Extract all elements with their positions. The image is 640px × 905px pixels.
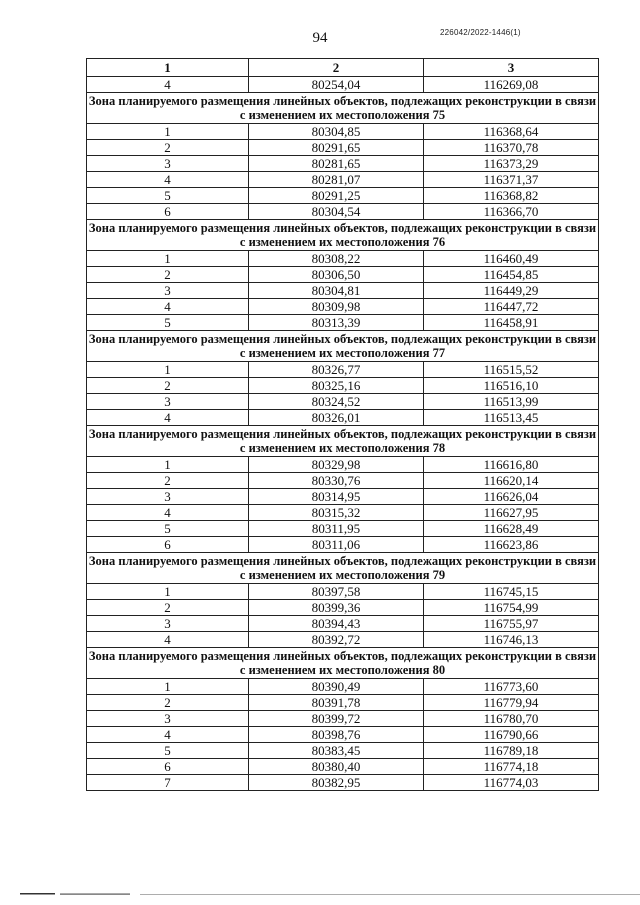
column-header-1: 1	[87, 59, 249, 77]
y-coordinate-cell: 116454,85	[424, 267, 599, 283]
x-coordinate-cell: 80390,49	[249, 679, 424, 695]
point-number-cell: 3	[87, 283, 249, 299]
x-coordinate-cell: 80326,01	[249, 410, 424, 426]
table-row	[87, 299, 599, 315]
y-coordinate-cell: 116449,29	[424, 283, 599, 299]
y-coordinate-cell: 116269,08	[424, 77, 599, 93]
table-row	[87, 727, 599, 743]
y-coordinate-cell: 116623,86	[424, 537, 599, 553]
zone-header-row	[87, 426, 599, 457]
table-row	[87, 394, 599, 410]
point-number-cell: 4	[87, 505, 249, 521]
zone-title: Зона планируемого размещения линейных объектов, подлежащих реконструкции в связи с изменением их местоположения 78	[87, 426, 599, 457]
y-coordinate-cell: 116628,49	[424, 521, 599, 537]
point-number-cell: 5	[87, 521, 249, 537]
x-coordinate-cell: 80326,77	[249, 362, 424, 378]
x-coordinate-cell: 80380,40	[249, 759, 424, 775]
table-row	[87, 711, 599, 727]
y-coordinate-cell: 116460,49	[424, 251, 599, 267]
table-row	[87, 473, 599, 489]
point-number-cell: 4	[87, 632, 249, 648]
y-coordinate-cell: 116774,03	[424, 775, 599, 791]
y-coordinate-cell: 116366,70	[424, 204, 599, 220]
point-number-cell: 1	[87, 124, 249, 140]
zone-header-row	[87, 553, 599, 584]
y-coordinate-cell: 116368,82	[424, 188, 599, 204]
point-number-cell: 3	[87, 711, 249, 727]
zone-title: Зона планируемого размещения линейных объектов, подлежащих реконструкции в связи с изменением их местоположения 76	[87, 220, 599, 251]
y-coordinate-cell: 116513,99	[424, 394, 599, 410]
x-coordinate-cell: 80281,07	[249, 172, 424, 188]
y-coordinate-cell: 116773,60	[424, 679, 599, 695]
zone-header-row	[87, 220, 599, 251]
point-number-cell: 3	[87, 394, 249, 410]
y-coordinate-cell: 116458,91	[424, 315, 599, 331]
table-row	[87, 489, 599, 505]
x-coordinate-cell: 80304,81	[249, 283, 424, 299]
column-header-3: 3	[424, 59, 599, 77]
point-number-cell: 2	[87, 600, 249, 616]
point-number-cell: 2	[87, 695, 249, 711]
y-coordinate-cell: 116779,94	[424, 695, 599, 711]
point-number-cell: 4	[87, 172, 249, 188]
x-coordinate-cell: 80254,04	[249, 77, 424, 93]
table-row	[87, 77, 599, 93]
table-row	[87, 584, 599, 600]
x-coordinate-cell: 80330,76	[249, 473, 424, 489]
table-row	[87, 743, 599, 759]
y-coordinate-cell: 116745,15	[424, 584, 599, 600]
page-number: 94	[312, 30, 328, 46]
point-number-cell: 2	[87, 267, 249, 283]
x-coordinate-cell: 80313,39	[249, 315, 424, 331]
y-coordinate-cell: 116371,37	[424, 172, 599, 188]
table-row	[87, 172, 599, 188]
point-number-cell: 7	[87, 775, 249, 791]
coordinates-table	[86, 58, 599, 791]
y-coordinate-cell: 116755,97	[424, 616, 599, 632]
table-row	[87, 267, 599, 283]
point-number-cell: 2	[87, 378, 249, 394]
x-coordinate-cell: 80291,25	[249, 188, 424, 204]
x-coordinate-cell: 80398,76	[249, 727, 424, 743]
table-row	[87, 775, 599, 791]
zone-header-row	[87, 93, 599, 124]
y-coordinate-cell: 116447,72	[424, 299, 599, 315]
table-row	[87, 537, 599, 553]
point-number-cell: 1	[87, 457, 249, 473]
x-coordinate-cell: 80304,54	[249, 204, 424, 220]
table-row	[87, 362, 599, 378]
x-coordinate-cell: 80329,98	[249, 457, 424, 473]
footer-scan-line	[0, 885, 640, 905]
y-coordinate-cell: 116789,18	[424, 743, 599, 759]
point-number-cell: 5	[87, 315, 249, 331]
point-number-cell: 1	[87, 251, 249, 267]
point-number-cell: 1	[87, 362, 249, 378]
y-coordinate-cell: 116627,95	[424, 505, 599, 521]
x-coordinate-cell: 80399,72	[249, 711, 424, 727]
y-coordinate-cell: 116373,29	[424, 156, 599, 172]
x-coordinate-cell: 80291,65	[249, 140, 424, 156]
table-body	[87, 77, 599, 791]
x-coordinate-cell: 80306,50	[249, 267, 424, 283]
x-coordinate-cell: 80311,06	[249, 537, 424, 553]
point-number-cell: 2	[87, 140, 249, 156]
zone-title: Зона планируемого размещения линейных объектов, подлежащих реконструкции в связи с изменением их местоположения 79	[87, 553, 599, 584]
zone-header-row	[87, 331, 599, 362]
x-coordinate-cell: 80383,45	[249, 743, 424, 759]
x-coordinate-cell: 80392,72	[249, 632, 424, 648]
x-coordinate-cell: 80314,95	[249, 489, 424, 505]
y-coordinate-cell: 116774,18	[424, 759, 599, 775]
table-row	[87, 251, 599, 267]
table-row	[87, 156, 599, 172]
table-row	[87, 140, 599, 156]
point-number-cell: 6	[87, 537, 249, 553]
table-row	[87, 457, 599, 473]
y-coordinate-cell: 116790,66	[424, 727, 599, 743]
y-coordinate-cell: 116513,45	[424, 410, 599, 426]
point-number-cell: 5	[87, 188, 249, 204]
table-row	[87, 695, 599, 711]
point-number-cell: 4	[87, 299, 249, 315]
table-row	[87, 315, 599, 331]
y-coordinate-cell: 116780,70	[424, 711, 599, 727]
table-row	[87, 378, 599, 394]
table-row	[87, 204, 599, 220]
zone-title: Зона планируемого размещения линейных объектов, подлежащих реконструкции в связи с изменением их местоположения 77	[87, 331, 599, 362]
table-row	[87, 188, 599, 204]
y-coordinate-cell: 116370,78	[424, 140, 599, 156]
zone-title: Зона планируемого размещения линейных объектов, подлежащих реконструкции в связи с изменением их местоположения 80	[87, 648, 599, 679]
point-number-cell: 5	[87, 743, 249, 759]
y-coordinate-cell: 116754,99	[424, 600, 599, 616]
y-coordinate-cell: 116746,13	[424, 632, 599, 648]
x-coordinate-cell: 80382,95	[249, 775, 424, 791]
y-coordinate-cell: 116626,04	[424, 489, 599, 505]
x-coordinate-cell: 80311,95	[249, 521, 424, 537]
x-coordinate-cell: 80391,78	[249, 695, 424, 711]
y-coordinate-cell: 116515,52	[424, 362, 599, 378]
x-coordinate-cell: 80394,43	[249, 616, 424, 632]
y-coordinate-cell: 116516,10	[424, 378, 599, 394]
table-row	[87, 679, 599, 695]
point-number-cell: 6	[87, 759, 249, 775]
x-coordinate-cell: 80399,36	[249, 600, 424, 616]
point-number-cell: 1	[87, 679, 249, 695]
zone-title: Зона планируемого размещения линейных объектов, подлежащих реконструкции в связи с изменением их местоположения 75	[87, 93, 599, 124]
y-coordinate-cell: 116616,80	[424, 457, 599, 473]
point-number-cell: 6	[87, 204, 249, 220]
x-coordinate-cell: 80304,85	[249, 124, 424, 140]
x-coordinate-cell: 80397,58	[249, 584, 424, 600]
x-coordinate-cell: 80309,98	[249, 299, 424, 315]
point-number-cell: 4	[87, 727, 249, 743]
x-coordinate-cell: 80315,32	[249, 505, 424, 521]
point-number-cell: 1	[87, 584, 249, 600]
column-header-2: 2	[249, 59, 424, 77]
x-coordinate-cell: 80325,16	[249, 378, 424, 394]
table-header-row	[87, 59, 599, 77]
table-row	[87, 124, 599, 140]
point-number-cell: 4	[87, 77, 249, 93]
x-coordinate-cell: 80324,52	[249, 394, 424, 410]
table-row	[87, 759, 599, 775]
table-row	[87, 632, 599, 648]
table-row	[87, 521, 599, 537]
document-code: 226042/2022-1446(1)	[440, 28, 521, 37]
table-row	[87, 283, 599, 299]
table-row	[87, 410, 599, 426]
zone-header-row	[87, 648, 599, 679]
point-number-cell: 3	[87, 489, 249, 505]
y-coordinate-cell: 116368,64	[424, 124, 599, 140]
x-coordinate-cell: 80281,65	[249, 156, 424, 172]
point-number-cell: 3	[87, 616, 249, 632]
table-row	[87, 616, 599, 632]
table-row	[87, 600, 599, 616]
x-coordinate-cell: 80308,22	[249, 251, 424, 267]
table-row	[87, 505, 599, 521]
point-number-cell: 3	[87, 156, 249, 172]
point-number-cell: 2	[87, 473, 249, 489]
y-coordinate-cell: 116620,14	[424, 473, 599, 489]
point-number-cell: 4	[87, 410, 249, 426]
